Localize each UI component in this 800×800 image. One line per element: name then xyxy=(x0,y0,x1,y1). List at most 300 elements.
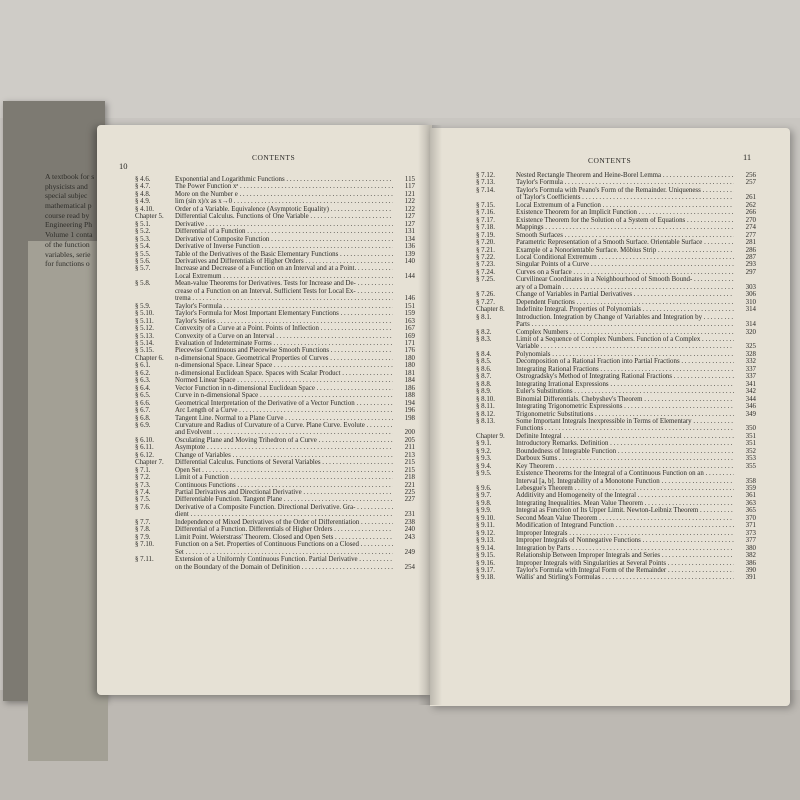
toc-page-number: 218 xyxy=(404,474,415,482)
toc-title: Boundedness of Integrable Function . . . xyxy=(516,448,734,455)
toc-page-number: 382 xyxy=(745,552,756,560)
toc-section-number: § 9.17. xyxy=(476,567,495,575)
toc-title: Limit of a Function . . . xyxy=(175,474,393,481)
toc-entry xyxy=(135,243,415,250)
toc-title: Partial Derivatives and Directional Derivative . . . xyxy=(175,489,393,496)
toc-section-number: § 5.5. xyxy=(135,250,151,258)
toc-title: Continuous Functions . . . xyxy=(175,482,393,489)
toc-entry xyxy=(476,552,756,559)
toc-page-number: 287 xyxy=(745,253,756,261)
toc-title: Integrating Rational Fractions . . . xyxy=(516,366,734,373)
toc-title: Modification of Integrand Function . . . xyxy=(516,522,734,529)
toc-page-number: 225 xyxy=(404,489,415,497)
toc-entry xyxy=(476,530,756,537)
toc-entry xyxy=(135,564,415,571)
toc-title: on the Boundary of the Domain of Definition . . . xyxy=(175,564,393,571)
toc-page-number: 346 xyxy=(745,403,756,411)
toc-title: Table of the Derivatives of the Basic Elementary Functions . . . xyxy=(175,251,393,258)
toc-page-number: 293 xyxy=(745,261,756,269)
toc-entry xyxy=(476,179,756,186)
toc-title: Local Extremum . . . xyxy=(175,273,393,280)
toc-title: Integrating Irrational Expressions . . . xyxy=(516,381,734,388)
toc-section-number: § 8.5. xyxy=(476,358,492,366)
wall-background xyxy=(0,0,800,118)
toc-entry xyxy=(476,172,756,179)
toc-entry xyxy=(476,351,756,358)
jacket-blurb xyxy=(45,172,103,269)
toc-page-number: 370 xyxy=(745,514,756,522)
toc-section-number: § 7.25. xyxy=(476,276,495,284)
toc-title: Convexity of a Curve on an Interval . . . xyxy=(175,333,393,340)
toc-page-number: 254 xyxy=(404,563,415,571)
toc-title: More on the Number e . . . xyxy=(175,191,393,198)
toc-entry xyxy=(135,273,415,280)
jacket-line: physicists and xyxy=(45,181,88,191)
toc-title: Additivity and Homogeneity of the Integral . . . xyxy=(516,492,734,499)
toc-title: Local Extremum of a Function . . . xyxy=(516,202,734,209)
toc-entry xyxy=(476,269,756,276)
toc-entry xyxy=(135,303,415,310)
toc-entry xyxy=(476,261,756,268)
toc-section-number: § 6.3. xyxy=(135,377,151,385)
toc-section-number: Chapter 9. xyxy=(476,432,505,440)
toc-title: Derivative . . . xyxy=(175,221,393,228)
toc-section-number: § 7.10. xyxy=(135,541,154,549)
toc-page-number: 352 xyxy=(745,447,756,455)
toc-entry xyxy=(476,343,756,350)
toc-page-number: 215 xyxy=(404,459,415,467)
toc-title: Asymptote . . . xyxy=(175,444,393,451)
toc-entry xyxy=(135,429,415,436)
right-page xyxy=(430,128,790,706)
toc-title: Osculating Plane and Moving Trihedron of a Curve . . . xyxy=(175,437,393,444)
toc-title: Differential of a Function. Differentials of Higher Orders . . . xyxy=(175,526,393,533)
toc-section-number: § 6.8. xyxy=(135,414,151,422)
toc-entry xyxy=(135,400,415,407)
toc-title: Existence Theorems for the Integral of a Continuous Function on an . . . xyxy=(516,470,734,477)
toc-entry xyxy=(476,537,756,544)
toc-page-number: 325 xyxy=(745,343,756,351)
toc-section-number: Chapter 5. xyxy=(135,213,164,221)
toc-title: n-dimensional Euclidean Space. Spaces with Scalar Product . . . xyxy=(175,370,393,377)
toc-entry xyxy=(476,463,756,470)
toc-page-number: 332 xyxy=(745,358,756,366)
toc-list xyxy=(476,172,756,582)
toc-title: Extension of a Uniformly Continuous Function. Partial Derivative . . . xyxy=(175,556,393,563)
toc-entry xyxy=(476,515,756,522)
toc-entry xyxy=(135,236,415,243)
toc-section-number: § 5.14. xyxy=(135,339,154,347)
toc-title: Derivatives and Differentials of Higher Orders . . . xyxy=(175,258,393,265)
toc-section-number: § 6.6. xyxy=(135,399,151,407)
toc-section-number: § 5.13. xyxy=(135,332,154,340)
toc-title: Second Mean Value Theorem . . . xyxy=(516,515,734,522)
running-head: CONTENTS xyxy=(252,153,296,162)
toc-title: Exponential and Logarithmic Functions . . . xyxy=(175,176,393,183)
toc-entry xyxy=(135,415,415,422)
toc-title: Curves on a Surface . . . xyxy=(516,269,734,276)
toc-entry xyxy=(135,221,415,228)
toc-page-number: 257 xyxy=(745,179,756,187)
toc-page-number: 386 xyxy=(745,559,756,567)
toc-entry xyxy=(476,336,756,343)
toc-entry xyxy=(135,318,415,325)
toc-section-number: § 8.3. xyxy=(476,335,492,343)
toc-section-number: § 7.20. xyxy=(476,239,495,247)
toc-section-number: § 7.14. xyxy=(476,186,495,194)
toc-title: The Power Function xᵃ . . . xyxy=(175,183,393,190)
toc-title: Taylor's Series . . . xyxy=(175,318,393,325)
toc-entry xyxy=(135,549,415,556)
toc-entry xyxy=(135,519,415,526)
toc-page-number: 320 xyxy=(745,328,756,336)
jacket-line: course read by xyxy=(45,210,90,220)
toc-entry xyxy=(135,280,415,287)
toc-entry xyxy=(135,191,415,198)
toc-section-number: Chapter 6. xyxy=(135,354,164,362)
toc-entry xyxy=(476,202,756,209)
toc-entry xyxy=(476,276,756,283)
toc-title: Independence of Mixed Derivatives of the Order of Differentiation . . . xyxy=(175,519,393,526)
toc-page-number: 159 xyxy=(404,310,415,318)
toc-entry xyxy=(135,265,415,272)
toc-section-number: § 9.16. xyxy=(476,559,495,567)
toc-title: Differential of a Function . . . xyxy=(175,228,393,235)
toc-section-number: § 7.27. xyxy=(476,298,495,306)
toc-section-number: § 7.24. xyxy=(476,268,495,276)
toc-section-number: § 9.10. xyxy=(476,514,495,522)
toc-entry xyxy=(476,194,756,201)
jacket-line: of the function xyxy=(45,239,90,249)
toc-page-number: 180 xyxy=(404,354,415,362)
toc-entry xyxy=(135,183,415,190)
toc-title: Taylor's Formula . . . xyxy=(516,179,734,186)
toc-section-number: § 5.7. xyxy=(135,265,151,273)
toc-section-number: § 7.4. xyxy=(135,489,151,497)
toc-title: Local Conditional Extremum . . . xyxy=(516,254,734,261)
toc-page-number: 131 xyxy=(404,228,415,236)
toc-section-number: § 7.22. xyxy=(476,253,495,261)
toc-page-number: 270 xyxy=(745,216,756,224)
toc-section-number: § 7.9. xyxy=(135,533,151,541)
toc-page-number: 221 xyxy=(404,481,415,489)
toc-title: Complex Numbers . . . xyxy=(516,329,734,336)
toc-page-number: 188 xyxy=(404,392,415,400)
toc-page-number: 277 xyxy=(745,231,756,239)
toc-title: Open Set . . . xyxy=(175,467,393,474)
toc-section-number: § 6.9. xyxy=(135,421,151,429)
toc-page-number: 266 xyxy=(745,209,756,217)
toc-title: of Taylor's Coefficients . . . xyxy=(516,194,734,201)
toc-title: Darboux Sums . . . xyxy=(516,455,734,462)
toc-page-number: 205 xyxy=(404,436,415,444)
toc-page-number: 215 xyxy=(404,466,415,474)
toc-page-number: 121 xyxy=(404,190,415,198)
toc-entry xyxy=(476,545,756,552)
toc-entry xyxy=(476,500,756,507)
toc-page-number: 314 xyxy=(745,321,756,329)
toc-section-number: § 8.10. xyxy=(476,395,495,403)
toc-section-number: § 6.2. xyxy=(135,369,151,377)
toc-entry xyxy=(135,526,415,533)
toc-page-number: 337 xyxy=(745,365,756,373)
toc-title: Integrating Inequalities. Mean Value Theorem . . . xyxy=(516,500,734,507)
toc-page-number: 355 xyxy=(745,462,756,470)
toc-title: Improper Integrals . . . xyxy=(516,530,734,537)
toc-title: Curve in n-dimensional Space . . . xyxy=(175,392,393,399)
toc-section-number: § 6.5. xyxy=(135,392,151,400)
toc-section-number: § 7.13. xyxy=(476,179,495,187)
toc-entry xyxy=(135,459,415,466)
page-number: 10 xyxy=(119,161,128,171)
toc-section-number: § 7.12. xyxy=(476,172,495,179)
jacket-panel xyxy=(28,241,108,761)
toc-page-number: 151 xyxy=(404,302,415,310)
toc-page-number: 227 xyxy=(404,496,415,504)
toc-entry xyxy=(135,206,415,213)
toc-title: Ostrogradsky's Method of Integrating Rational Fractions . . . xyxy=(516,373,734,380)
toc-page-number: 180 xyxy=(404,362,415,370)
running-head: CONTENTS xyxy=(588,156,632,165)
toc-section-number: § 9.8. xyxy=(476,499,492,507)
toc-title: Polynomials . . . xyxy=(516,351,734,358)
toc-entry xyxy=(476,388,756,395)
toc-page-number: 127 xyxy=(404,220,415,228)
toc-page-number: 377 xyxy=(745,537,756,545)
toc-section-number: Chapter 7. xyxy=(135,459,164,467)
toc-title: n-dimensional Space. Linear Space . . . xyxy=(175,362,393,369)
toc-entry xyxy=(135,295,415,302)
toc-title: Introductory Remarks. Definition . . . xyxy=(516,440,734,447)
toc-page-number: 169 xyxy=(404,332,415,340)
toc-section-number: § 7.3. xyxy=(135,481,151,489)
toc-page-number: 211 xyxy=(404,444,415,452)
toc-entry xyxy=(135,407,415,414)
toc-page-number: 351 xyxy=(745,432,756,440)
toc-entry xyxy=(476,433,756,440)
toc-page-number: 341 xyxy=(745,380,756,388)
toc-title: Relationship Between Improper Integrals and Series . . . xyxy=(516,552,734,559)
toc-page-number: 344 xyxy=(745,395,756,403)
toc-title: Smooth Surfaces . . . xyxy=(516,232,734,239)
toc-entry xyxy=(476,403,756,410)
toc-section-number: § 8.7. xyxy=(476,373,492,381)
toc-page-number: 349 xyxy=(745,410,756,418)
jacket-line: A textbook for s xyxy=(45,172,95,181)
toc-entry xyxy=(135,422,415,429)
toc-section-number: § 7.26. xyxy=(476,291,495,299)
toc-title: Taylor's Formula with Peano's Form of the Remainder. Uniqueness . . . xyxy=(516,187,734,194)
toc-title: Taylor's Formula for Most Important Elementary Functions . . . xyxy=(175,310,393,317)
toc-section-number: § 8.4. xyxy=(476,350,492,358)
toc-entry xyxy=(135,511,415,518)
toc-title: Lebesgue's Theorem . . . xyxy=(516,485,734,492)
toc-section-number: § 6.12. xyxy=(135,451,154,459)
toc-title: Change of Variables in Partial Derivatives . . . xyxy=(516,291,734,298)
toc-section-number: § 4.7. xyxy=(135,183,151,191)
toc-entry xyxy=(135,310,415,317)
toc-entry xyxy=(135,496,415,503)
toc-section-number: § 5.8. xyxy=(135,280,151,288)
toc-title: Curvature and Radius of Curvature of a Curve. Plane Curve. Evolute . . . xyxy=(175,422,393,429)
toc-section-number: § 7.19. xyxy=(476,231,495,239)
toc-page-number: 350 xyxy=(745,425,756,433)
toc-entry xyxy=(135,347,415,354)
toc-title: Function on a Set. Properties of Continuous Functions on a Closed . . . xyxy=(175,541,393,548)
toc-entry xyxy=(476,381,756,388)
toc-entry xyxy=(135,377,415,384)
toc-title: crease of a Function on an Interval. Sufficient Tests for Local Ex- . . . xyxy=(175,288,393,295)
toc-entry xyxy=(135,392,415,399)
toc-entry xyxy=(476,291,756,298)
toc-section-number: § 5.11. xyxy=(135,317,154,325)
toc-entry xyxy=(135,444,415,451)
toc-entry xyxy=(476,209,756,216)
jacket-line: Volume 1 conta xyxy=(45,230,93,240)
toc-section-number: § 6.10. xyxy=(135,436,154,444)
toc-title: ary of a Domain . . . xyxy=(516,284,734,291)
toc-page-number: 122 xyxy=(404,198,415,206)
toc-section-number: § 7.21. xyxy=(476,246,495,254)
toc-section-number: § 9.12. xyxy=(476,529,495,537)
toc-section-number: § 6.11. xyxy=(135,444,154,452)
toc-title: Improper Integrals with Singularities at Several Points . . . xyxy=(516,560,734,567)
toc-title: Example of a Nonorientable Surface. Möbius Strip . . . xyxy=(516,247,734,254)
toc-entry xyxy=(476,284,756,291)
toc-entry xyxy=(135,251,415,258)
toc-title: Taylor's Formula . . . xyxy=(175,303,393,310)
toc-section-number: § 7.7. xyxy=(135,518,151,526)
toc-title: n-dimensional Space. Geometrical Properties of Curves . . . xyxy=(175,355,393,362)
toc-section-number: § 9.2. xyxy=(476,447,492,455)
toc-title: Wallis' and Stirling's Formulas . . . xyxy=(516,574,734,581)
toc-section-number: § 9.18. xyxy=(476,574,495,582)
toc-entry xyxy=(476,567,756,574)
toc-entry xyxy=(476,560,756,567)
toc-page-number: 359 xyxy=(745,485,756,493)
toc-entry xyxy=(135,452,415,459)
toc-entry xyxy=(476,321,756,328)
toc-title: dient . . . xyxy=(175,511,393,518)
toc-page-number: 231 xyxy=(404,511,415,519)
toc-page-number: 351 xyxy=(745,440,756,448)
toc-entry xyxy=(476,373,756,380)
toc-entry xyxy=(476,440,756,447)
toc-title: Derivative of Composite Function . . . xyxy=(175,236,393,243)
toc-entry xyxy=(476,247,756,254)
toc-section-number: § 4.10. xyxy=(135,205,154,213)
toc-entry xyxy=(476,358,756,365)
toc-title: Indefinite Integral. Properties of Polynomials . . . xyxy=(516,306,734,313)
toc-title: Existence Theorem for the Solution of a System of Equations . . . xyxy=(516,217,734,224)
toc-title: Parametric Representation of a Smooth Surface. Orientable Surface . . . xyxy=(516,239,734,246)
toc-page-number: 136 xyxy=(404,243,415,251)
toc-page-number: 176 xyxy=(404,347,415,355)
toc-section-number: § 5.6. xyxy=(135,257,151,265)
toc-title: Interval [a, b]. Integrability of a Monotone Function . . . xyxy=(516,478,734,485)
book-gutter xyxy=(418,125,442,705)
toc-entry xyxy=(476,224,756,231)
toc-section-number: § 8.1. xyxy=(476,313,492,321)
toc-section-number: § 8.6. xyxy=(476,365,492,373)
toc-page-number: 371 xyxy=(745,522,756,530)
toc-section-number: § 8.2. xyxy=(476,328,492,336)
toc-title: Variable . . . xyxy=(516,343,734,350)
toc-title: Key Theorem . . . xyxy=(516,463,734,470)
toc-title: Arc Length of a Curve . . . xyxy=(175,407,393,414)
toc-section-number: § 6.4. xyxy=(135,384,151,392)
toc-page-number: 286 xyxy=(745,246,756,254)
toc-title: Evaluation of Indeterminate Forms . . . xyxy=(175,340,393,347)
toc-entry xyxy=(135,385,415,392)
toc-page-number: 213 xyxy=(404,451,415,459)
toc-page-number: 163 xyxy=(404,317,415,325)
toc-title: Geometrical Interpretation of the Derivative of a Vector Function . . . xyxy=(175,400,393,407)
toc-entry xyxy=(135,474,415,481)
toc-title: Set . . . xyxy=(175,549,393,556)
toc-page-number: 238 xyxy=(404,518,415,526)
toc-section-number: § 4.8. xyxy=(135,190,151,198)
toc-entry xyxy=(476,470,756,477)
toc-page-number: 306 xyxy=(745,291,756,299)
toc-entry xyxy=(476,411,756,418)
toc-entry xyxy=(476,507,756,514)
toc-entry xyxy=(476,232,756,239)
toc-page-number: 310 xyxy=(745,298,756,306)
toc-section-number: § 7.16. xyxy=(476,209,495,217)
toc-section-number: § 5.4. xyxy=(135,243,151,251)
toc-title: Limit of a Sequence of Complex Numbers. Function of a Complex . . . xyxy=(516,336,734,343)
toc-section-number: § 8.12. xyxy=(476,410,495,418)
toc-title: Dependent Functions . . . xyxy=(516,299,734,306)
toc-title: Nested Rectangle Theorem and Heine-Borel Lemma . . . xyxy=(516,172,734,179)
toc-title: Singular Points of a Curve . . . xyxy=(516,261,734,268)
toc-entry xyxy=(476,425,756,432)
toc-entry xyxy=(476,187,756,194)
toc-entry xyxy=(135,258,415,265)
toc-page-number: 198 xyxy=(404,414,415,422)
toc-section-number: § 5.15. xyxy=(135,347,154,355)
toc-list xyxy=(135,176,415,571)
toc-page-number: 186 xyxy=(404,384,415,392)
toc-section-number: § 5.12. xyxy=(135,325,154,333)
toc-page-number: 146 xyxy=(404,295,415,303)
toc-section-number: § 5.10. xyxy=(135,310,154,318)
toc-entry xyxy=(135,556,415,563)
toc-section-number: § 4.9. xyxy=(135,198,151,206)
toc-page-number: 337 xyxy=(745,373,756,381)
toc-section-number: § 5.2. xyxy=(135,228,151,236)
toc-entry xyxy=(476,239,756,246)
toc-page-number: 181 xyxy=(404,369,415,377)
toc-page-number: 373 xyxy=(745,529,756,537)
toc-page-number: 184 xyxy=(404,377,415,385)
toc-page-number: 365 xyxy=(745,507,756,515)
toc-section-number: § 6.7. xyxy=(135,407,151,415)
toc-section-number: § 5.3. xyxy=(135,235,151,243)
toc-section-number: § 7.6. xyxy=(135,503,151,511)
toc-entry xyxy=(135,198,415,205)
toc-page-number: 391 xyxy=(745,574,756,582)
toc-section-number: § 9.15. xyxy=(476,552,495,560)
toc-title: Derivative of Inverse Function . . . xyxy=(175,243,393,250)
toc-title: Tangent Line. Normal to a Plane Curve . . . xyxy=(175,415,393,422)
toc-page-number: 256 xyxy=(745,172,756,179)
toc-page-number: 127 xyxy=(404,213,415,221)
toc-page-number: 134 xyxy=(404,235,415,243)
toc-title: and Evolvent . . . xyxy=(175,429,393,436)
toc-section-number: § 9.1. xyxy=(476,440,492,448)
